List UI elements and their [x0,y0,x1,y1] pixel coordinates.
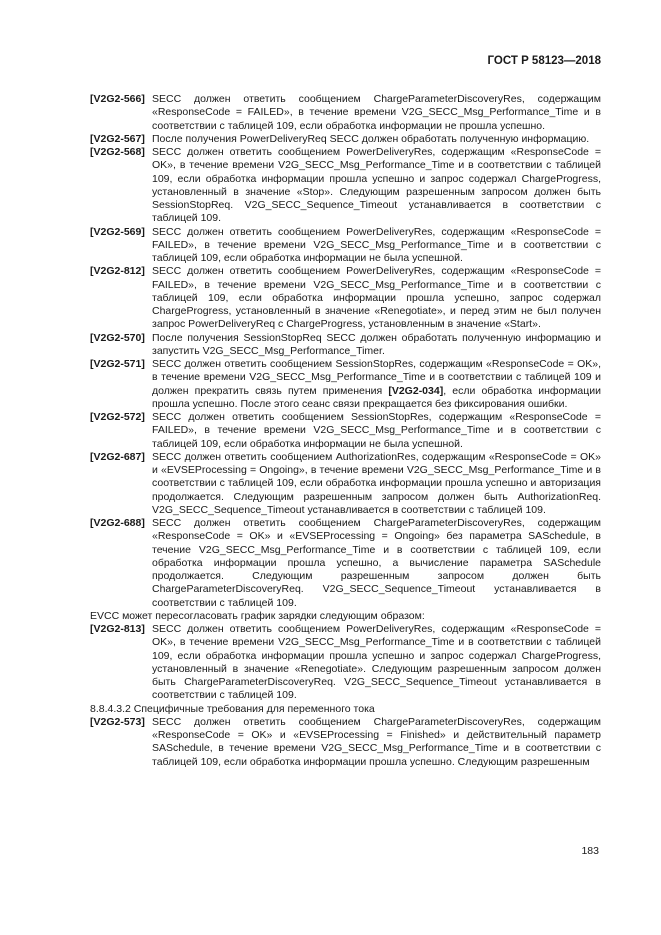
requirement-item [90,146,601,226]
requirement-text-part: SECC должен ответить сообщением SessionStopRes, содержащим «ResponseCode = FAILED», в течение времени V2G_SECC_Msg_Performance_Time и в соответствии с таблицей 109, если обработка информации не была успешной. [152,411,601,450]
requirement-text [152,146,601,226]
requirement-text [152,332,601,359]
requirement-id: [V2G2-566] [90,93,145,105]
paragraph: 8.8.4.3.2 Специфичные требования для переменного тока [90,702,375,715]
requirement-id: [V2G2-813] [90,623,145,635]
requirement-text-part: SECC должен ответить сообщением PowerDeliveryRes, содержащим «ResponseCode = FAILED», в течение времени V2G_SECC_Msg_Performance_Time и в соответствии с таблицей 109, если обработка информации не была успешной. [152,225,601,264]
requirement-item [90,332,601,359]
requirement-text [152,451,601,517]
requirement-id: [V2G2-573] [90,715,145,728]
requirement-id: [V2G2-688] [90,517,145,529]
requirement-text-part: , если обработка информации прошла успешно. После этого сеанс связи прекращается без фиксирования ошибки. [152,384,601,410]
requirement-text [152,623,601,703]
requirement-item [90,411,601,451]
requirement-id: [V2G2-812] [90,265,145,278]
requirement-text [152,265,601,331]
requirement-text [152,93,601,133]
requirement-text [152,226,601,266]
requirement-item [90,133,601,146]
requirement-text-part: SECC должен ответить сообщением ChargeParameterDiscoveryRes, содержащим «ResponseCode = OK» и «EVSEProcessing = Finished» и действительный параметр SASchedule, в течение времени V2G_SECC_Msg_Performance_Time и в соответствии с таблицей 109, если обработка информации прошла успешно. Следующим разрешенным [152,715,601,768]
requirement-text [152,133,601,146]
requirement-text-part: SECC должен ответить сообщением PowerDeliveryRes, содержащим «ResponseCode = OK», в течение времени V2G_SECC_Msg_Performance_Time и в соответствии с таблицей 109, если обработка информации прошла успешно и запрос содержал ChargeProgress, установленный в значение «Renegotiate». Следующим разрешенным запросом должен быть ChargeParameterDiscoveryReq. V2G_SECC_Sequence_Timeout устанавливается в соответствии с таблицей 109. [152,623,601,702]
requirement-text-part: SECC должен ответить сообщением ChargeParameterDiscoveryRes, содержащим «ResponseCode = OK» и «EVSEProcessing = Ongoing» без параметра SASchedule, в течение V2G_SECC_Msg_Performance_Time и в соответствии с таблицей 109, если обработка информации прошла успешно, а вычисление параметра SASchedule продолжается. Следующим разрешенным запросом должен быть ChargeParameterDiscoveryReq. V2G_SECC_Sequence_Timeout устанавливается в соответствии с таблицей 109. [152,517,601,609]
requirement-text-part: SECC должен ответить сообщением AuthorizationRes, содержащим «ResponseCode = OK» и «EVSEProcessing = Ongoing», в течение времени V2G_SECC_Msg_Performance_Time и в соответствии с таблицей 109, если обработка информации прошла успешно и авторизация продолжается. Следующим разрешенным запросом должен быть AuthorizationReq. V2G_SECC_Sequence_Timeout устанавливается в соответствии с таблицей 109. [152,450,601,516]
requirement-id: [V2G2-567] [90,132,145,145]
requirement-text [152,517,601,610]
requirement-id: [V2G2-571] [90,358,145,370]
requirement-id: [V2G2-569] [90,225,145,238]
requirement-text-part: SECC должен ответить сообщением PowerDeliveryRes, содержащим «ResponseCode = OK», в течение времени V2G_SECC_Msg_Performance_Time и в соответствии с таблицей 109, если обработка информации прошла успешно и запрос содержал ChargeProgress, установленный в значение «Stop». Следующим разрешенным запросом должен быть SessionStopReq. V2G_SECC_Sequence_Timeout устанавливается в соответствии с таблицей 109. [152,146,601,225]
requirement-text-part: После получения SessionStopReq SECC должен обработать полученную информацию и запустить V2G_SECC_Msg_Performance_Timer. [152,331,601,357]
requirement-text-part: SECC должен ответить сообщением ChargeParameterDiscoveryRes, содержащим «ResponseCode = FAILED», в течение времени V2G_SECC_Msg_Performance_Time и в соответствии с таблицей 109, если обработка информации не прошла успешно. [152,93,601,132]
requirement-id: [V2G2-568] [90,146,145,158]
requirement-id: [V2G2-570] [90,331,145,344]
requirement-text-part: SECC должен ответить сообщением SessionStopRes, содержащим «ResponseCode = OK», в течение времени V2G_SECC_Msg_Performance_Time и в соответствии с таблицей 109 и должен прекратить связь путем применения [152,358,601,397]
paragraph: EVCC может пересогласовать график зарядки следующим образом: [90,609,425,622]
requirement-text [152,411,601,451]
requirement-item [90,451,601,517]
requirement-text-part: После получения PowerDeliveryReq SECC должен обработать полученную информацию. [152,132,590,145]
requirement-text-part: SECC должен ответить сообщением PowerDeliveryRes, содержащим «ResponseCode = FAILED», в течение времени V2G_SECC_Msg_Performance_Time и в соответствии с таблицей 109, если обработка информации прошла успешно, запрос содержал ChargeProgress, установленный в значение «Renegotiate», и перед этим не был получен запрос PowerDeliveryReq с ChargeProgress, установленным в значение «Start». [152,265,601,331]
page-number: 183 [581,845,599,857]
requirement-item [90,93,601,133]
requirement-reference: [V2G2-034] [388,384,444,397]
requirement-text [152,358,601,411]
requirement-id: [V2G2-687] [90,450,145,463]
requirement-id: [V2G2-572] [90,411,145,423]
document-header: ГОСТ Р 58123—2018 [487,55,601,67]
document-body [90,93,601,769]
requirement-item [90,358,601,411]
requirement-item [90,265,601,331]
requirement-item [90,623,601,703]
requirement-item [90,517,601,610]
requirement-item [90,226,601,266]
requirement-text [152,716,601,769]
requirement-item [90,716,601,769]
